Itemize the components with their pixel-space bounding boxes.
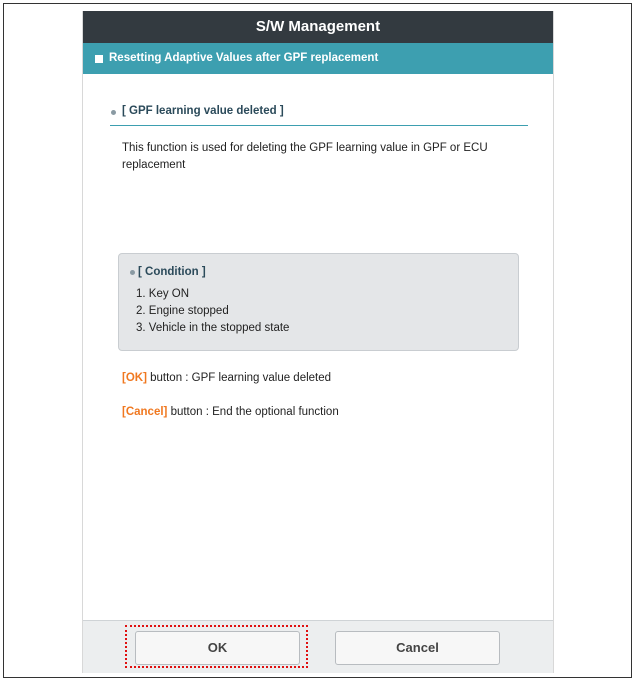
condition-title: [ Condition ] xyxy=(138,266,206,278)
subheader-bar xyxy=(83,43,553,74)
condition-item: 1. Key ON xyxy=(136,288,190,300)
square-bullet-icon xyxy=(95,55,103,63)
ok-tag: [OK] xyxy=(122,372,147,384)
condition-heading xyxy=(130,266,518,278)
condition-box xyxy=(118,253,519,351)
app-screen xyxy=(82,11,554,673)
cancel-note-text: button : End the optional function xyxy=(167,406,339,418)
ok-button[interactable]: OK xyxy=(135,631,300,665)
cancel-note xyxy=(122,406,339,418)
dot-bullet-icon xyxy=(111,110,116,115)
description-text: This function is used for deleting the GPF learning value in GPF or ECU replacement xyxy=(122,142,488,171)
condition-item: 3. Vehicle in the stopped state xyxy=(136,322,290,334)
subheader-label: Resetting Adaptive Values after GPF replacement xyxy=(109,52,379,64)
section-title: [ GPF learning value deleted ] xyxy=(122,105,284,117)
cancel-button[interactable]: Cancel xyxy=(335,631,500,665)
ok-note xyxy=(122,372,331,384)
ok-note-text: button : GPF learning value deleted xyxy=(146,372,332,384)
window-title: S/W Management xyxy=(83,11,553,43)
cancel-tag: [Cancel] xyxy=(122,406,168,418)
dot-bullet-icon xyxy=(130,270,135,275)
section-heading xyxy=(110,105,528,126)
button-bar xyxy=(83,620,553,673)
condition-item: 2. Engine stopped xyxy=(136,305,229,317)
